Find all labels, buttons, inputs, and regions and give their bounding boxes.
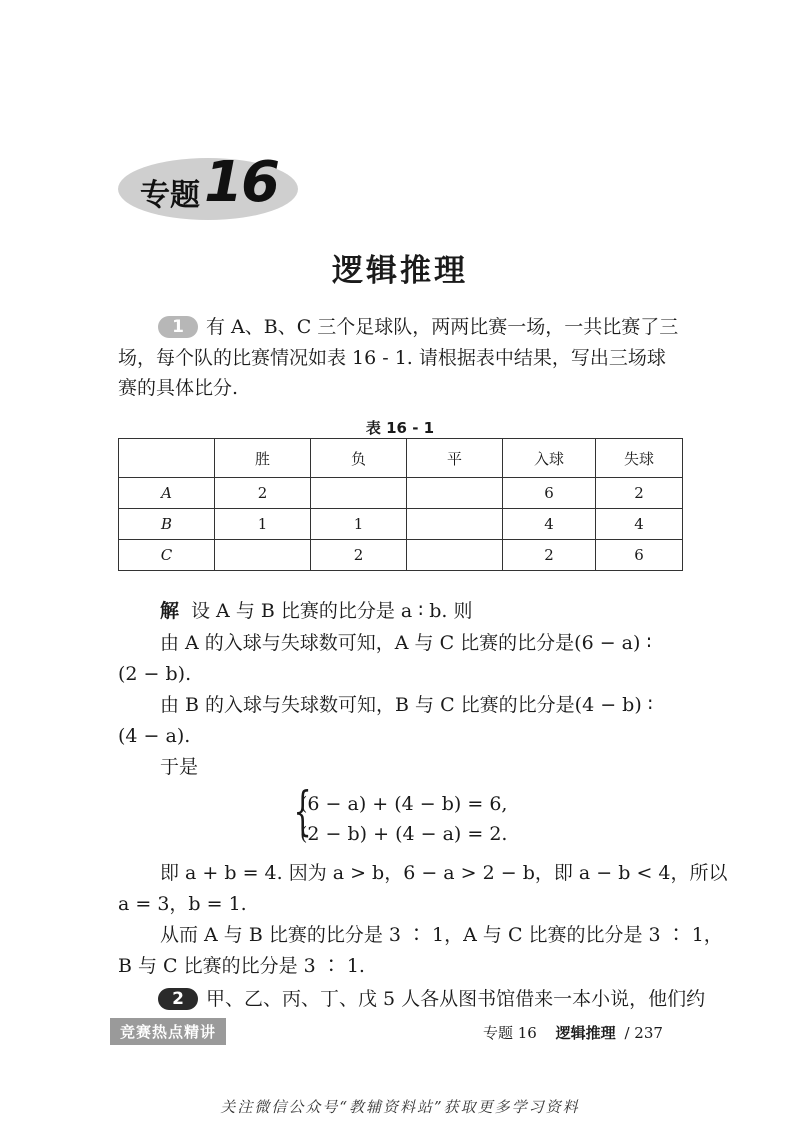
problem-1-line-2: 场，每个队的比赛情况如表 16 - 1. 请根据表中结果，写出三场球 <box>118 347 666 369</box>
table-cell <box>407 540 503 571</box>
table-cell: 6 <box>503 478 596 509</box>
table-cell <box>311 478 407 509</box>
solution-line-2: 由 A 的入球与失球数可知，A 与 C 比赛的比分是(6 − a) ∶ <box>160 632 652 654</box>
footer-series-tag: 竞赛热点精讲 <box>110 1018 226 1045</box>
table-row <box>119 540 683 571</box>
table-cell: 2 <box>215 478 311 509</box>
table-cell: 1 <box>311 509 407 540</box>
table-cell <box>407 478 503 509</box>
footer-separator: / <box>624 1024 630 1042</box>
solution-line-7: 即 a + b = 4. 因为 a > b，6 − a > 2 − b，即 a − b < 4，所以 <box>160 862 728 884</box>
table-cell: 4 <box>503 509 596 540</box>
equation-2: (2 − b) + (4 − a) = 2. <box>300 823 508 845</box>
table-row <box>119 478 683 509</box>
table-cell: 2 <box>503 540 596 571</box>
table-cell: B <box>119 509 215 540</box>
table-caption: 表 16 - 1 <box>365 419 435 437</box>
equation-brace: { <box>293 782 312 842</box>
problem-2-line-1 <box>158 988 705 1010</box>
table-row <box>119 509 683 540</box>
results-table <box>118 438 683 571</box>
equation-1: (6 − a) + (4 − b) = 6, <box>300 793 508 815</box>
footer-running-head <box>483 1022 663 1043</box>
footer-topic: 专题 16 <box>483 1024 537 1042</box>
problem-1-line-1 <box>158 316 678 338</box>
problem-2-badge: 2 <box>158 988 198 1010</box>
table-header-cell <box>119 439 215 478</box>
solution-line-1 <box>160 602 473 621</box>
solution-text: 设 A 与 B 比赛的比分是 a ∶ b. 则 <box>191 600 473 622</box>
topic-number: 16 <box>204 150 278 215</box>
table-cell: 2 <box>311 540 407 571</box>
solution-line-3: (2 − b). <box>118 663 192 685</box>
solution-line-10: B 与 C 比赛的比分是 3 ∶ 1. <box>118 955 365 977</box>
table-cell <box>215 540 311 571</box>
solution-label: 解 <box>160 600 180 622</box>
page-number: 237 <box>634 1024 663 1042</box>
table-header-cell: 失球 <box>596 439 683 478</box>
solution-line-9: 从而 A 与 B 比赛的比分是 3 ∶ 1，A 与 C 比赛的比分是 3 ∶ 1， <box>160 924 723 946</box>
solution-line-8: a = 3，b = 1. <box>118 893 247 915</box>
problem-1-badge: 1 <box>158 316 198 338</box>
table-header-cell: 入球 <box>503 439 596 478</box>
problem-1-line-3: 赛的具体比分. <box>118 377 239 399</box>
watermark-text: 关注微信公众号“教辅资料站”获取更多学习资料 <box>220 1098 580 1116</box>
table-header-row <box>119 439 683 478</box>
page-title: 逻辑推理 <box>332 253 468 289</box>
problem-2-text: 甲、乙、丙、丁、戊 5 人各从图书馆借来一本小说，他们约 <box>206 988 706 1010</box>
solution-line-5: (4 − a). <box>118 725 191 747</box>
table-header-cell: 平 <box>407 439 503 478</box>
table-cell: 2 <box>596 478 683 509</box>
footer-title: 逻辑推理 <box>555 1024 616 1042</box>
solution-line-6: 于是 <box>160 756 199 778</box>
table-cell: A <box>119 478 215 509</box>
table-header-cell: 胜 <box>215 439 311 478</box>
problem-1-text: 有 A、B、C 三个足球队，两两比赛一场，一共比赛了三 <box>206 316 679 338</box>
solution-line-4: 由 B 的入球与失球数可知，B 与 C 比赛的比分是(4 − b) ∶ <box>160 694 653 716</box>
table-cell: C <box>119 540 215 571</box>
table-cell <box>407 509 503 540</box>
table-cell: 1 <box>215 509 311 540</box>
table-cell: 6 <box>596 540 683 571</box>
table-header-cell: 负 <box>311 439 407 478</box>
table-cell: 4 <box>596 509 683 540</box>
topic-prefix: 专题 <box>140 178 200 213</box>
